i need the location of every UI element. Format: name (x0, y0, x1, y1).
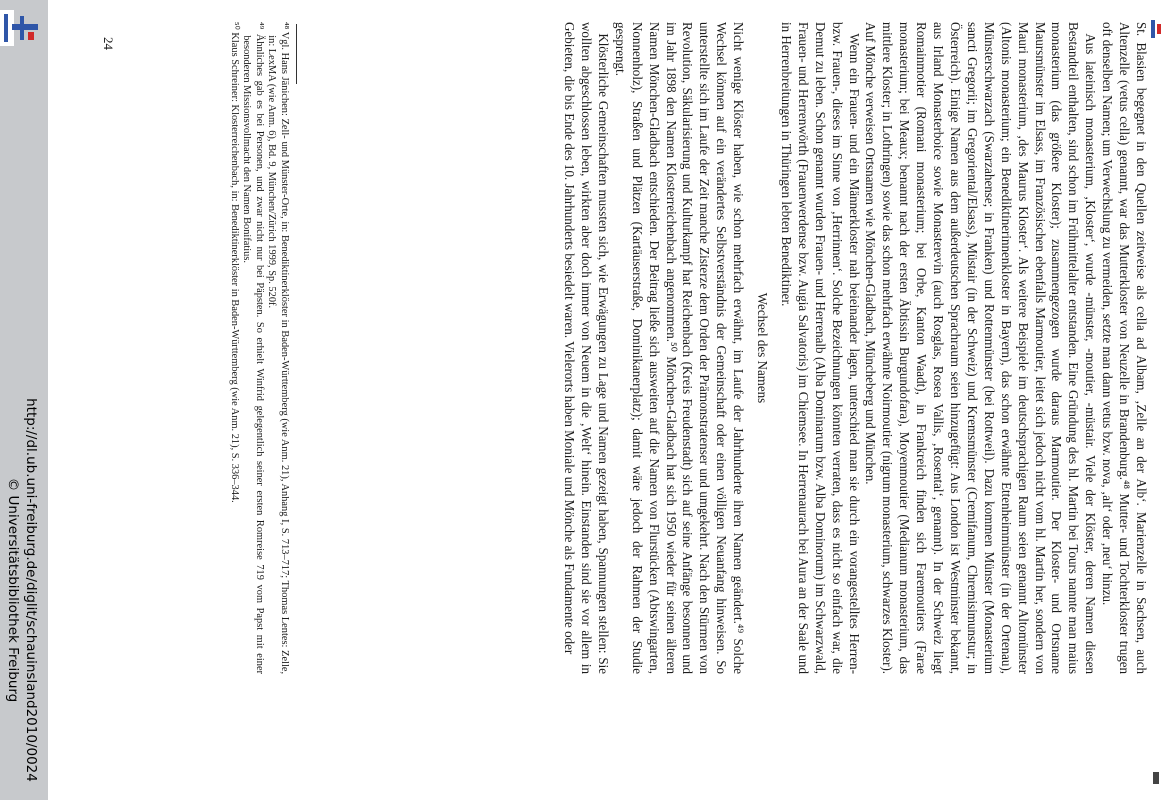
footnote-50: ⁵⁰ Klaus Schreiner: Klosterreichenbach, in: Benediktinerklöster in Baden-Württemberg (wie Anm. 21), S. 336–344. (228, 22, 241, 503)
footer-url-link[interactable]: http://dl.ub.uni-freiburg.de/diglit/schauinsland2010/0024 (23, 398, 39, 782)
footnotes (228, 22, 291, 674)
paragraph-5: Klösterliche Gemeinschaften mussten sich, wie Erwägungen zu Lage und Namen gezeigt haben, Spannungen stellen: Sie wollten abgeschlossen leben, wirkten aber doch immer von Neuem in die ‚Welt‘ hinein. Einstanden sind sie vor allem in Gebieten, die bis Ende des 10. Jahrhunderts besiedelt waren. Vielerorts haben Moniale und Mönche als Fundamente oder (562, 22, 611, 675)
footer-copyright: © Universitätsbibliothek Freiburg (5, 477, 21, 703)
paragraph-1: St. Blasien begegnet in den Quellen zeitweise als cella ad Albam, ‚Zelle an der Alb‘. Marienzelle in Sachsen, auch Altenzelle (vetus cella) genannt, war das Mutterkloster von Neuzelle in Brandenburg.⁴⁸ Mutter- und Tochterkloster trugen oft denselben Namen; um Verwechslung zu vermeiden, setzte man dann vetus bzw. nova, ‚alt‘ oder ‚neu‘ hinzu. (1100, 22, 1149, 675)
footer-source (0, 380, 40, 800)
paragraph-2: Aus lateinisch monasterium, ‚Kloster‘, wurde -münster, -moutier, -müstair. Viele der Klöster, deren Namen diesen Bestandteil enthalten, sind schon im Frühmittelalter entstanden. Eine Gründung des hl. Martin bei Tours nannte man maius monasterium (das größere Kloster); zusammengezogen wurde daraus Marmoutier. Der Kloster- und Ortsname Maursmünster im Elsass, im Französischen ebenfalls Marmoutier, leitet sich jedoch nicht vom hl. Martin her, sondern von Mauri monasterium, ‚des Maurus Kloster‘. Als weitere Beispiele im deutschsprachigen Raum seien genannt Altomünster (Altonis monasterium; ein Benediktinerinnenkloster in Bayern), das schon erwähnte Ettenheimmünster (in der Ortenau), Münsterschwarzach (Swarzahense; in Franken) und Rottenmünster (bei Rottweil). Dazu kommen Münster (Monasterium sancti Gregorii; im Gregoriental/Elsass), Müstair (in der Schweiz) und Kremsmünster (Cremifanum, Chremisimunstur; in Österreich). Einige Namen aus dem außerdeutschen Sprachraum seien hinzugefügt: Aus London ist Westminster bekannt, aus Irland Monasterboice sowie Monasterevin (auch Rosglas, Rosea Vallis, ‚Rosental‘, genannt). In der Schweiz liegt Romainmotier (Romani monasterium; bei Orbe, Kanton Waadt), in Frankreich finden sich Faremoutiers (Farae monasterium; bei Meaux; benannt nach der ersten Äbtissin Burgundofara), Moyenmoutier (Medianum monasterium, das mittlere Kloster; in Lothringen) sowie das schon mehrfach erwähnte Noirmoutier (nigrum monasterium, schwarzes Kloster). Auf Mönche verweisen Ortsnamen wie Mönchen-Gladbach, Müncheberg und München. (863, 22, 1099, 675)
section-heading: Wechsel des Namens (755, 292, 771, 404)
paragraph-3: Wenn ein Frauen- und ein Männerkloster nah beieinander lagen, unterschied man sie durch ein vorangestelltes Herren- bzw. Frauen-, dieses im Sinne von ‚Herrinnen‘. Solche Bezeichnungen könnten verraten, dass es nicht so einfach war, die Demut zu leben. Schon genannt wurden Frauen- und Herrenalb (Alba Dominarum bzw. Alba Dominorum) im Schwarzwald, Frauen- und Herrenwörth (Frauenwerdense bzw. Augia Salvatoris) im Chiemsee. In Herrenaurach bei Aura an der Saale und in Herrenbreitungen in Thüringen lebten Benediktiner. (778, 22, 862, 675)
paragraph-4: Nicht wenige Klöster haben, wie schon mehrfach erwähnt, im Laufe der Jahrhunderte ihren Namen geändert.⁴⁹ Solche Wechsel können auf ein verändertes Selbstverständnis der Gemeinschaft oder einen völligen Neuanfang hinweisen. So unterstellte sich im Laufe der Zeit manche Zisterze dem Orden der Prämonstratenser und umgekehrt. Nach den Stürmen von Revolution, Säkularisierung und Kulturkampf hat Reichenbach (Kreis Freudenstadt) sich auf seine Anfänge besonnen und im Jahr 1898 den Namen Klosterreichenbach angenommen.⁵⁰ Mönchen-Gladbach hat sich 1950 wieder für seinen älteren Namen Mönchen-Gladbach entschieden. Der Beitrag ließe sich ausweiten auf die Namen von Flurstücken (Abtswingarten, Nonnenholz), Straßen und Plätzen (Kartäuserstraße, Dominikanerplatz); damit wäre jedoch der Rahmen der Studie gesprengt. (612, 22, 747, 675)
footnote-48: ⁴⁸ Vgl. Hans Jänichen: Zell- und Münster-Orte, in: Benediktinerklöster in Baden-Württemberg (wie Anm. 21), Anhang I, S. 713–717; Thomas Lentes: Zelle, in: LexMA (wie Anm. 6), Bd. 9, München/Zürich 1999, Sp. 520f. (266, 22, 291, 675)
footnote-49: ⁴⁹ Ähnliches gab es bei Personen, und zwar nicht nur bei Päpsten. So erhielt Winfrid gelegentlich seiner ersten Romreise 719 vom Papst mit einer besonderen Missionsvollmacht den Namen Bonifatius. (241, 22, 266, 675)
page-number: 24 (101, 37, 116, 50)
footnote-divider (296, 24, 297, 84)
scanned-page (61, 0, 1161, 800)
